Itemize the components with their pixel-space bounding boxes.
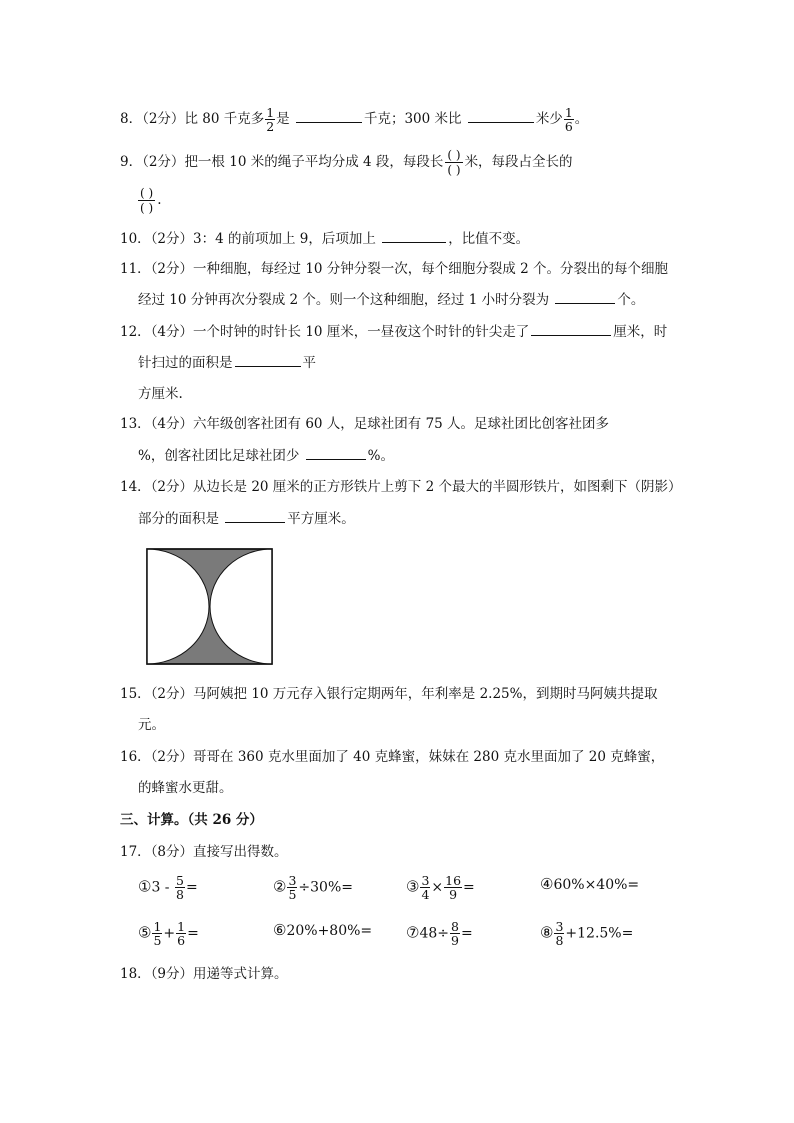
question-17: [120, 842, 288, 862]
item-expr: =: [463, 879, 475, 896]
q8-text-4: 米少: [535, 111, 563, 127]
q8-text-2: 是: [276, 111, 290, 127]
q12-number: 12．: [120, 324, 151, 340]
q17-score: （8分）: [150, 844, 194, 860]
answer-blank[interactable]: [382, 228, 446, 243]
fraction-denominator: 6: [177, 933, 186, 948]
q13-text-3: %。: [367, 448, 394, 464]
question-18: [120, 964, 288, 984]
item-marker: ⑥: [273, 921, 287, 939]
q10-text-1: 3：4 的前项加上 9，后项加上: [193, 231, 376, 247]
q9-text-2: 米，每段占全长的: [464, 154, 573, 170]
q8-text-5: 。: [574, 111, 589, 127]
question-12-cont-2: [138, 384, 183, 404]
question-16-cont: [138, 778, 233, 798]
item-marker: ④: [540, 875, 554, 893]
fraction-numerator: 1: [266, 105, 275, 120]
q16-number: 16．: [120, 749, 151, 765]
q8-fraction-2: [564, 106, 574, 133]
question-13-cont: [138, 445, 394, 466]
q15-score: （2分）: [150, 686, 194, 702]
fraction-denominator: 8: [555, 933, 564, 948]
item-fraction: [420, 874, 430, 901]
item-fraction: [176, 920, 186, 947]
item-marker: ⑤: [138, 923, 152, 942]
item-fraction: [287, 874, 297, 901]
q12-text-4: 平: [302, 355, 316, 371]
q9-answer-fraction-1[interactable]: [445, 148, 462, 177]
question-14: [120, 477, 681, 497]
item-expr: 48÷: [419, 925, 449, 942]
fraction-numerator: 5: [176, 873, 184, 888]
answer-blank[interactable]: [468, 108, 534, 123]
question-9: [120, 148, 573, 177]
fraction-numerator: 3: [421, 873, 430, 888]
q14-number: 14．: [120, 479, 151, 495]
q11-number: 11．: [120, 261, 151, 277]
q11-text-1: 一种细胞，每经过 10 分钟分裂一次，每个细胞分裂成 2 个。分裂出的每个细胞: [193, 261, 668, 277]
q18-text-1: 用递等式计算。: [193, 966, 288, 982]
item-marker: ②: [273, 877, 287, 896]
section-3-heading: 三、计算。（共 26 分）: [120, 812, 263, 828]
item-expr: =: [185, 879, 198, 896]
answer-blank[interactable]: [306, 445, 366, 460]
q9-number: 9．: [120, 154, 143, 170]
item-expr: =: [187, 925, 199, 942]
question-11-cont: [138, 289, 644, 310]
q14-score: （2分）: [150, 479, 194, 495]
calc-item-4: [540, 874, 639, 895]
q9-score: （2分）: [142, 154, 185, 170]
q9-answer-fraction-2[interactable]: [138, 186, 155, 215]
item-marker: ①: [138, 877, 152, 896]
item-expr: ÷30%=: [298, 879, 353, 896]
item-fraction: [554, 920, 564, 947]
q17-number: 17．: [120, 844, 151, 860]
fraction-numerator-blank[interactable]: ( ): [447, 148, 461, 162]
question-13: [120, 414, 609, 434]
q9-text-3: .: [157, 192, 162, 208]
q15-text-1: 马阿姨把 10 万元存入银行定期两年，年利率是 2.25%，到期时马阿姨共提取: [193, 686, 658, 702]
q10-score: （2分）: [150, 231, 194, 247]
q8-text-3: 千克；300 米比: [363, 111, 462, 127]
q16-text-1: 哥哥在 360 克水里面加了 40 克蜂蜜，妹妹在 280 克水里面加了 20 克蜂蜜，: [193, 749, 665, 765]
question-15: [120, 684, 657, 704]
q10-number: 10．: [120, 231, 151, 247]
q11-text-2: 经过 10 分钟再次分裂成 2 个。则一个这种细胞，经过 1 小时分裂为: [138, 292, 550, 308]
question-12: [120, 321, 667, 342]
fraction-numerator: 1: [177, 919, 186, 934]
item-fraction: [152, 920, 162, 947]
fraction-numerator: 1: [153, 919, 162, 934]
q16-score: （2分）: [150, 749, 194, 765]
q15-number: 15．: [120, 686, 151, 702]
fraction-denominator: 2: [266, 119, 275, 134]
fraction-numerator: 3: [555, 919, 564, 934]
fraction-denominator: 5: [153, 933, 162, 948]
q14-text-2: 部分的面积是: [138, 511, 219, 527]
q8-score: （2分）: [142, 111, 185, 127]
q18-number: 18．: [120, 966, 151, 982]
question-8: [120, 106, 588, 133]
q13-text-2: %，创客社团比足球社团少: [138, 448, 300, 464]
question-16: [120, 747, 664, 767]
fraction-numerator: 16: [445, 873, 462, 888]
calc-item-1: [138, 874, 198, 901]
q15-text-2: 元。: [138, 717, 165, 733]
question-9-cont: [136, 186, 161, 215]
calc-item-6: [273, 920, 372, 941]
answer-blank[interactable]: [531, 321, 611, 336]
calc-item-2: [273, 874, 353, 901]
item-expr: 3 -: [151, 879, 174, 896]
q18-score: （9分）: [150, 966, 194, 982]
q12-text-3: 针扫过的面积是: [138, 355, 233, 371]
question-11: [120, 259, 668, 279]
answer-blank[interactable]: [225, 508, 285, 523]
q9-text-1: 把一根 10 米的绳子平均分成 4 段，每段长: [184, 154, 444, 170]
q12-text-1: 一个时钟的时针长 10 厘米，一昼夜这个时针的针尖走了: [193, 324, 530, 340]
answer-blank[interactable]: [296, 108, 362, 123]
q11-score: （2分）: [150, 261, 194, 277]
item-expr: =: [460, 925, 473, 942]
calc-item-7: [406, 920, 473, 947]
item-fraction: [444, 874, 462, 901]
item-expr: +12.5%=: [565, 925, 634, 942]
fraction-numerator: 8: [451, 919, 459, 934]
fraction-denominator-blank[interactable]: ( ): [140, 201, 154, 215]
item-marker: ⑧: [540, 923, 554, 942]
item-operator: ×: [431, 879, 444, 896]
q13-text-1: 六年级创客社团有 60 人，足球社团有 75 人。足球社团比创客社团多: [193, 416, 610, 432]
fraction-numerator-blank[interactable]: ( ): [140, 186, 154, 200]
q10-text-2: ，比值不变。: [448, 231, 530, 247]
calc-item-5: [138, 920, 199, 947]
q8-fraction-1: [265, 106, 275, 133]
question-10: [120, 228, 529, 249]
calc-item-3: [406, 874, 475, 901]
fraction-denominator: 5: [288, 887, 297, 902]
q11-text-3: 个。: [617, 292, 645, 308]
q14-text-3: 平方厘米。: [287, 511, 355, 527]
item-fraction: [175, 874, 185, 901]
q12-score: （4分）: [150, 324, 194, 340]
answer-blank[interactable]: [235, 352, 301, 367]
item-expr: 20%+80%=: [286, 923, 373, 939]
item-expr: 60%×40%=: [553, 877, 640, 893]
q13-score: （4分）: [150, 416, 194, 432]
fraction-denominator-blank[interactable]: ( ): [447, 163, 461, 177]
fraction-denominator: 8: [176, 887, 184, 902]
fraction-denominator: 6: [564, 119, 573, 134]
question-12-cont: [138, 352, 316, 373]
fraction-denominator: 4: [421, 887, 430, 902]
fraction-numerator: 1: [564, 105, 573, 120]
fraction-denominator: 9: [449, 887, 458, 902]
item-marker: ⑦: [406, 923, 420, 942]
item-fraction: [450, 920, 460, 947]
item-operator: +: [163, 925, 176, 942]
q12-text-5: 方厘米.: [138, 386, 183, 402]
fraction-denominator: 9: [451, 933, 459, 948]
q14-shaded-figure: [146, 548, 274, 666]
q12-text-2: 厘米，时: [613, 324, 668, 340]
question-14-cont: [138, 508, 355, 529]
q14-text-1: 从边长是 20 厘米的正方形铁片上剪下 2 个最大的半圆形铁片，如图剩下（阴影）: [193, 479, 682, 495]
q8-text-1: 比 80 千克多: [184, 111, 265, 127]
answer-blank[interactable]: [555, 289, 615, 304]
q16-text-2: 的蜂蜜水更甜。: [138, 780, 233, 796]
calc-item-8: [540, 920, 633, 947]
question-15-cont: [138, 715, 165, 735]
fraction-numerator: 3: [288, 873, 297, 888]
q13-number: 13．: [120, 416, 151, 432]
item-marker: ③: [406, 877, 420, 896]
q17-text-1: 直接写出得数。: [193, 844, 288, 860]
q8-number: 8．: [120, 111, 143, 127]
